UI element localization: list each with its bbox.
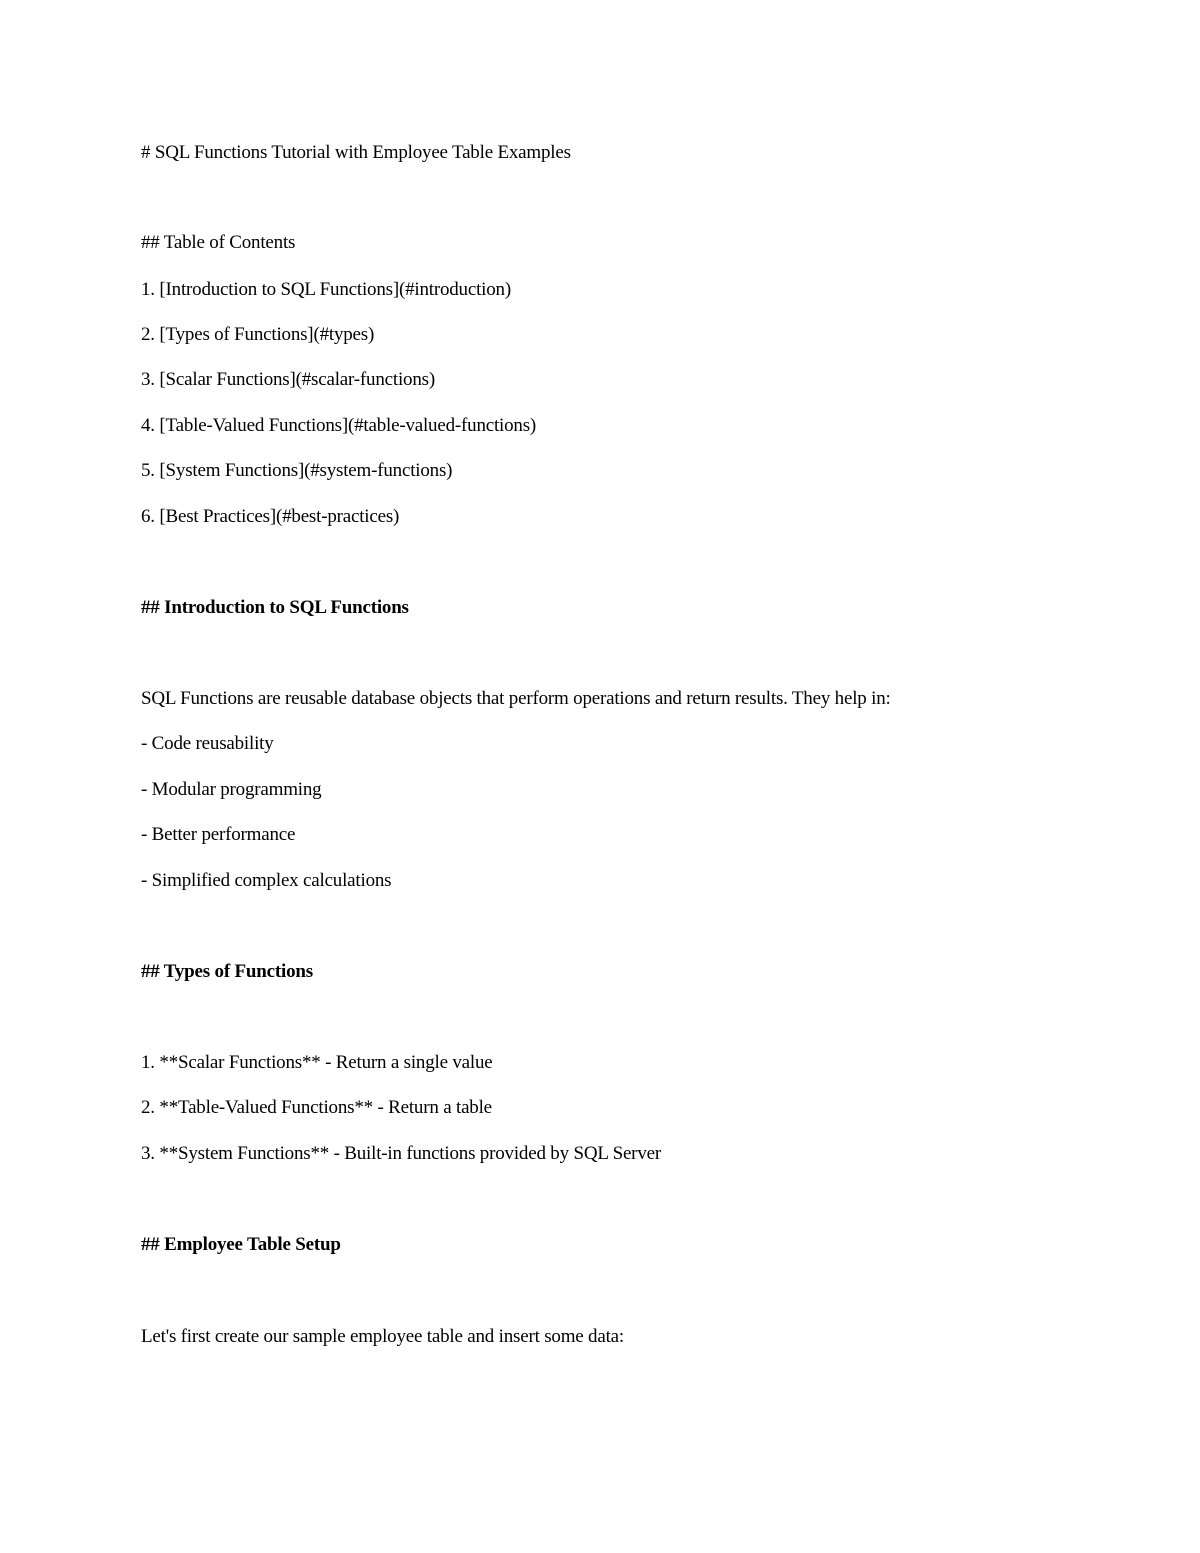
toc-item: 1. [Introduction to SQL Functions](#introduction): [141, 279, 511, 300]
setup-paragraph: Let's first create our sample employee table and insert some data:: [141, 1326, 624, 1347]
bullet-item: - Modular programming: [141, 779, 322, 800]
toc-item: 2. [Types of Functions](#types): [141, 324, 375, 345]
toc-heading: ## Table of Contents: [141, 232, 296, 253]
toc-item: 3. [Scalar Functions](#scalar-functions): [141, 369, 435, 390]
introduction-paragraph: SQL Functions are reusable database objects that perform operations and return results. They help in:: [141, 688, 891, 709]
introduction-heading: ## Introduction to SQL Functions: [141, 597, 409, 618]
types-item: 1. **Scalar Functions** - Return a single value: [141, 1052, 493, 1073]
bullet-item: - Simplified complex calculations: [141, 870, 392, 891]
setup-heading: ## Employee Table Setup: [141, 1234, 341, 1255]
bullet-item: - Better performance: [141, 824, 296, 845]
toc-item: 5. [System Functions](#system-functions): [141, 460, 453, 481]
bullet-item: - Code reusability: [141, 733, 274, 754]
types-heading: ## Types of Functions: [141, 961, 313, 982]
toc-item: 4. [Table-Valued Functions](#table-valued-functions): [141, 415, 537, 436]
toc-item: 6. [Best Practices](#best-practices): [141, 506, 400, 527]
document-title: # SQL Functions Tutorial with Employee Table Examples: [141, 142, 571, 163]
types-item: 3. **System Functions** - Built-in functions provided by SQL Server: [141, 1143, 661, 1164]
types-item: 2. **Table-Valued Functions** - Return a table: [141, 1097, 492, 1118]
